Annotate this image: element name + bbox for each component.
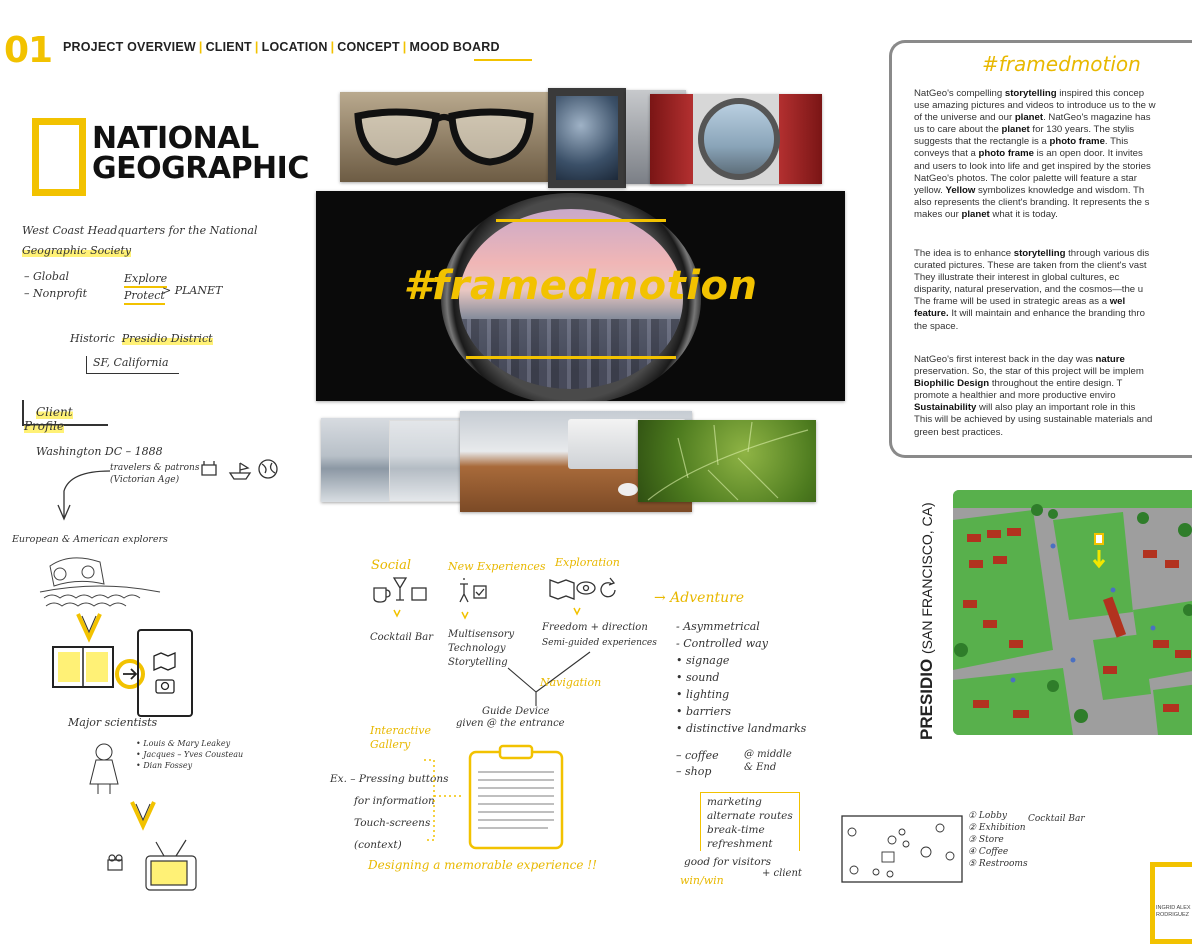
- scientist-1: • Louis & Mary Leakey: [136, 739, 231, 748]
- interactive-gallery-line2: Gallery: [370, 738, 411, 751]
- author-line1: INGRID ALEX: [1156, 905, 1191, 911]
- note-travelers-line1: travelers & patrons: [110, 463, 200, 473]
- scientist-sketch: [80, 740, 130, 800]
- p1-line5: suggests that the rectangle is a photo frame. This: [914, 136, 1129, 148]
- note-sf: SF, California: [86, 356, 179, 374]
- explorers-sketch: [30, 548, 170, 618]
- book-sketch: [52, 646, 114, 688]
- concept-paragraph-1: [914, 88, 1192, 221]
- note-social: Social: [371, 558, 412, 573]
- ex-line3: Touch-screens: [354, 817, 431, 829]
- nav-concept[interactable]: CONCEPT: [337, 40, 400, 54]
- multisensory-line2: Technology: [448, 643, 506, 654]
- p3-line4: promote a healthier and more productive enviro: [914, 390, 1116, 402]
- yellow-arrow-icon-2: [128, 800, 158, 834]
- wordmark-line1: NATIONAL: [92, 121, 259, 156]
- note-historic-text: Historic: [70, 332, 115, 345]
- p2-line3: They illustrate their interest in global cultures, ec: [914, 272, 1120, 284]
- photo-leaf: [638, 420, 816, 502]
- arrow-down-sketch: [54, 465, 114, 525]
- legend-cocktail-bar: Cocktail Bar: [1028, 814, 1085, 824]
- tablet-sketch: [136, 628, 194, 718]
- p3-line1: NatGeo's first interest back in the day was nature: [914, 354, 1125, 365]
- legend-store: ③ Store: [968, 835, 1004, 845]
- nav-client[interactable]: CLIENT: [205, 40, 252, 54]
- p1-line3: of the universe and our planet. NatGeo's magazine has: [914, 112, 1151, 124]
- photo-storm-clouds: [548, 88, 626, 188]
- note-visitor-client: + client: [762, 868, 802, 879]
- author-line2: RODRIGUEZ: [1156, 912, 1189, 918]
- note-hq: [22, 224, 257, 258]
- client-profile-label: Client Profile: [24, 405, 73, 433]
- note-travelers: [110, 462, 199, 486]
- travel-icons: [196, 455, 286, 485]
- p1-line1: [914, 88, 1192, 100]
- nav-location[interactable]: LOCATION: [261, 40, 328, 54]
- p3-line3: Biophilic Design throughout the entire design. T: [914, 378, 1123, 390]
- dotted-bracket: [420, 756, 470, 846]
- note-semi-guided: Semi-guided experiences: [542, 638, 657, 648]
- adventure-item-5: • lighting: [676, 688, 730, 701]
- natgeo-wordmark: [92, 121, 309, 186]
- note-given-entrance: given @ the entrance: [456, 718, 565, 729]
- note-hq-line1: West Coast Headquarters for the National: [22, 224, 258, 237]
- p1-line8: NatGeo's photos. The color palette will feature a star: [914, 172, 1137, 184]
- adventure-item-7: • distinctive landmarks: [676, 722, 807, 735]
- client-profile-box: [22, 400, 108, 433]
- marketing-line4: refreshment: [707, 838, 773, 850]
- p2-line4: disparity, natural preservation, and the cosmos—the u: [914, 284, 1144, 296]
- p1-line6: conveys that a photo frame is an open door. It invites: [914, 148, 1143, 160]
- p1-line9: yellow. Yellow symbolizes knowledge and wisdom. Th: [914, 184, 1145, 196]
- note-nonprofit: – Nonprofit: [24, 287, 88, 300]
- note-good-for: good for visitors: [684, 856, 771, 868]
- section-number: 01: [4, 30, 53, 71]
- scientist-3: • Dian Fossey: [136, 761, 193, 770]
- presidio-bold: PRESIDIO: [917, 658, 936, 740]
- natgeo-marker: [1095, 534, 1103, 544]
- note-cocktail-bar: Cocktail Bar: [370, 632, 433, 643]
- note-historic: [70, 332, 213, 346]
- wordmark-line2: GEOGRAPHIC: [92, 151, 309, 186]
- scientist-2: • Jacques – Yves Cousteau: [136, 750, 244, 759]
- note-hq-line2: Geographic Society: [22, 244, 132, 257]
- note-washington: Washington DC – 1888: [36, 445, 163, 458]
- note-global: – Global: [24, 270, 70, 283]
- p2-line1: The idea is to enhance storytelling through various dis: [914, 248, 1150, 259]
- note-shop: – shop: [676, 765, 712, 778]
- natgeo-frame-logo: [32, 118, 86, 196]
- note-coffee-shop: [676, 748, 719, 780]
- hero-porthole-photo: [316, 191, 845, 401]
- note-guide-device: Guide Device: [482, 706, 550, 717]
- nav-mood-board[interactable]: MOOD BOARD: [409, 40, 500, 54]
- scientists-list: [136, 738, 243, 771]
- note-freedom: Freedom + direction: [542, 622, 648, 633]
- photo-porthole-curtain: [650, 94, 822, 184]
- active-nav-underline: [474, 59, 532, 61]
- note-coffee: – coffee: [676, 749, 719, 762]
- note-adventure: → Adventure: [654, 590, 745, 606]
- note-navigation: Navigation: [540, 676, 602, 689]
- leaf-veins-icon: [638, 420, 816, 502]
- legend-exhibition: ② Exhibition: [968, 823, 1026, 833]
- interactive-gallery-line1: Interactive: [370, 724, 431, 737]
- p1-line11: makes our planet what it is today.: [914, 208, 1058, 220]
- map-illustration: [953, 490, 1192, 735]
- header-nav: PROJECT OVERVIEW | CLIENT | LOCATION | CONCEPT | MOOD BOARD: [63, 40, 500, 54]
- p1-line4: us to care about the planet for 130 years. The stylis: [914, 124, 1135, 136]
- note-planet: > PLANET: [162, 284, 223, 297]
- clipboard-sketch: [468, 744, 564, 850]
- legend-coffee: ④ Coffee: [968, 847, 1009, 857]
- note-marketing: [700, 792, 800, 851]
- note-explorers: European & American explorers: [12, 534, 168, 545]
- note-exploration: Exploration: [555, 556, 620, 569]
- marketing-line3: break-time: [707, 824, 765, 836]
- p2-line7: the space.: [914, 320, 959, 332]
- marketing-line1: marketing: [707, 796, 762, 808]
- ex-line2: for information: [354, 795, 435, 807]
- adventure-item-1: - Asymmetrical: [676, 620, 760, 633]
- note-travelers-line2: (Victorian Age): [110, 475, 180, 485]
- yellow-arrow-icon: [74, 612, 104, 646]
- legend-restrooms: ⑤ Restrooms: [968, 859, 1028, 869]
- p2-line6: feature. It will maintain and enhance the branding thro: [914, 308, 1145, 320]
- note-new-experiences: New Experiences: [448, 560, 546, 573]
- note-designing: Designing a memorable experience !!: [368, 858, 597, 872]
- concept-paragraph-2: [914, 248, 1192, 333]
- note-win-win: win/win: [680, 874, 724, 887]
- presidio-city: (SAN FRANCISCO, CA): [919, 502, 935, 655]
- note-explore: Explore: [124, 272, 167, 288]
- presidio-site-map: [953, 490, 1192, 735]
- p3-line2: preservation. So, the star of this project will be implem: [914, 366, 1144, 378]
- glasses-icon: [340, 92, 548, 182]
- adventure-list: [676, 618, 806, 737]
- p3-line5: Sustainability will also play an important role in this: [914, 402, 1136, 414]
- ex-line4: (context): [354, 839, 402, 851]
- adventure-item-2: - Controlled way: [676, 637, 768, 650]
- p2-line5: The frame will be used in strategic areas as a wel: [914, 296, 1126, 308]
- legend-lobby: ① Lobby: [968, 811, 1007, 821]
- adventure-item-4: • sound: [676, 671, 720, 684]
- category-icons: [370, 574, 640, 624]
- hero-hashtag: #framedmotion: [403, 263, 758, 309]
- concept-paragraph-3: [914, 354, 1192, 439]
- p1-text1: NatGeo's compelling storytelling inspired this concep: [914, 88, 1145, 99]
- note-major-scientists: Major scientists: [68, 716, 158, 729]
- multisensory-line3: Storytelling: [448, 657, 508, 668]
- p2-line2: curated pictures. These are taken from the client's vast: [914, 260, 1147, 272]
- corner-frame-logo: [1150, 862, 1192, 944]
- author-name: [1156, 905, 1191, 919]
- multisensory-line1: Multisensory: [448, 629, 515, 640]
- p1-line2: use amazing pictures and videos to introduce us to the w: [914, 100, 1156, 112]
- concept-title: #framedmotion: [982, 52, 1141, 76]
- p1-line7: and users to look into life and get inspired by the stories: [914, 160, 1151, 172]
- adventure-item-3: • signage: [676, 654, 730, 667]
- note-middle-end: @ middle & End: [744, 749, 792, 773]
- presidio-location-label: [917, 502, 937, 740]
- note-protect: Protect: [124, 289, 165, 305]
- adventure-item-6: • barriers: [676, 705, 732, 718]
- nav-project-overview[interactable]: PROJECT OVERVIEW: [63, 40, 196, 54]
- marketing-line2: alternate routes: [707, 810, 793, 822]
- floor-plan-sketch: [840, 812, 964, 886]
- note-interactive-gallery: [370, 724, 431, 752]
- photo-glasses: [340, 92, 548, 182]
- tv-camera-sketch: [106, 838, 202, 894]
- p3-line7: green best practices.: [914, 426, 1004, 438]
- p3-line6: This will be achieved by using sustainable materials and: [914, 414, 1153, 426]
- note-planet-text: PLANET: [174, 284, 223, 297]
- floor-plan-legend: [968, 810, 1028, 870]
- note-presidio-district: Presidio District: [121, 332, 213, 345]
- ex-line1: Ex. – Pressing buttons: [330, 773, 449, 785]
- p1-line10: also represents the client's branding. It represents the s: [914, 196, 1150, 208]
